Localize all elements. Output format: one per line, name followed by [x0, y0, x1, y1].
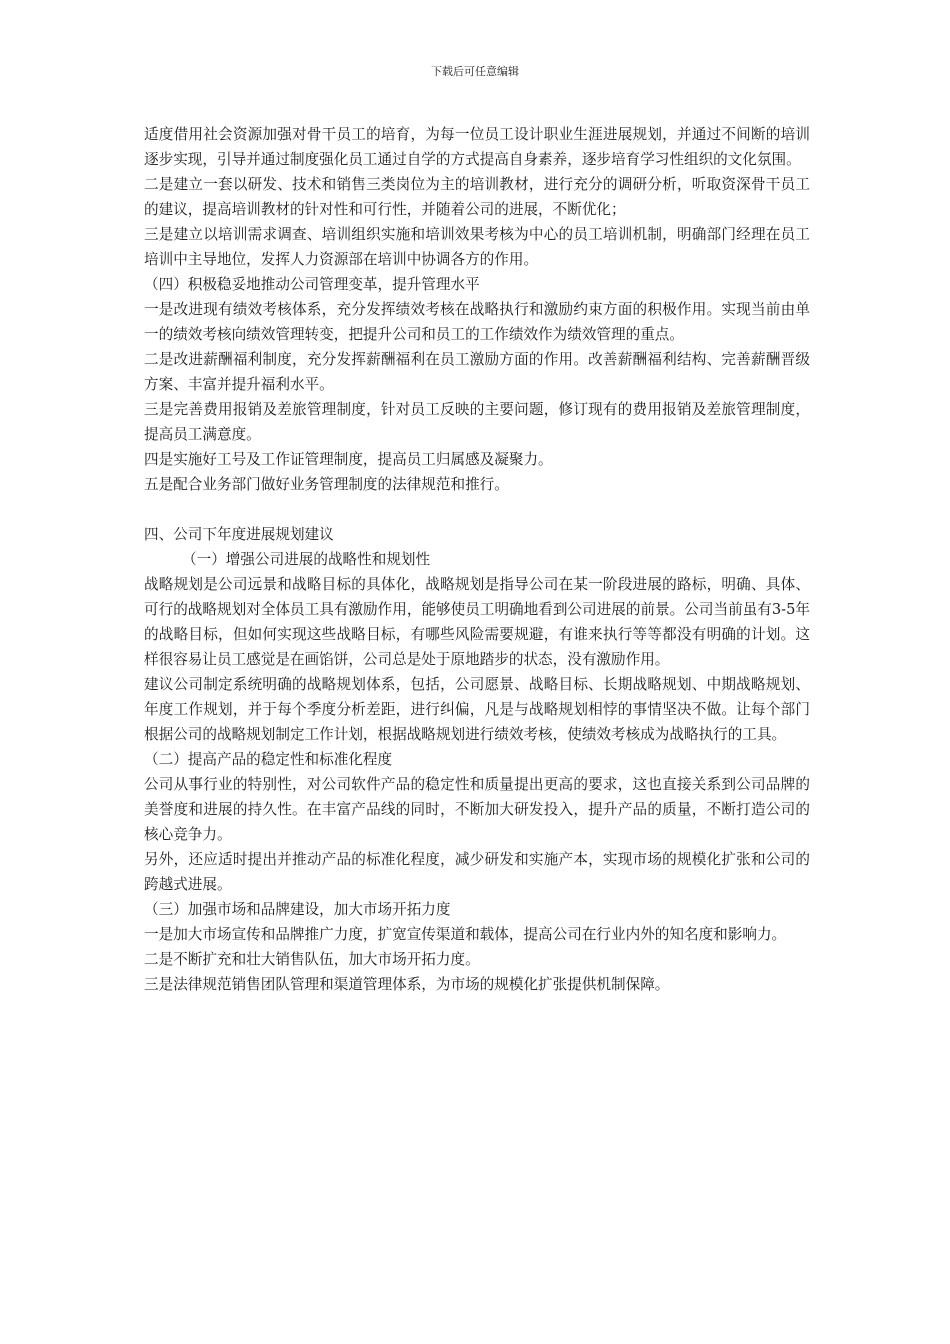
- paragraph-standardization: 另外，还应适时提出并推动产品的标准化程度，减少研发和实施产本，实现市场的规模化扩张和公司的跨越式进展。: [144, 851, 810, 893]
- section-heading-management-reform: （四）积极稳妥地推动公司管理变革，提升管理水平: [144, 276, 480, 293]
- section-heading-next-year-plan: 四、公司下年度进展规划建议: [144, 526, 334, 543]
- subsection-heading-product-quality: （二）提高产品的稳定性和标准化程度: [144, 751, 393, 768]
- paragraph-employee-id: 四是实施好工号及工作证管理制度，提高员工归属感及凝聚力。: [144, 451, 553, 468]
- paragraph-channel-management: 三是法律规范销售团队管理和渠道管理体系，为市场的规模化扩张提供机制保障。: [144, 976, 670, 993]
- paragraph-legal-norms: 五是配合业务部门做好业务管理制度的法律规范和推行。: [144, 476, 509, 493]
- paragraph-training-mechanism: 三是建立以培训需求调查、培训组织实施和培训效果考核为中心的员工培训机制，明确部门经理在员工培训中主导地位，发挥人力资源部在培训中协调各方的作用。: [144, 226, 810, 268]
- paragraph-training-materials: 二是建立一套以研发、技术和销售三类岗位为主的培训教材，进行充分的调研分析，听取资深骨干员工的建议，提高培训教材的针对性和可行性，并随着公司的进展，不断优化；: [144, 176, 810, 218]
- paragraph-training-resources: 适度借用社会资源加强对骨干员工的培育，为每一位员工设计职业生涯进展规划，并通过不间断的培训逐步实现，引导并通过制度强化员工通过自学的方式提高自身素养，逐步培育学习性组织的文化氛围。: [144, 126, 810, 168]
- subsection-heading-market-brand: （三）加强市场和品牌建设，加大市场开拓力度: [144, 901, 451, 918]
- paragraph-marketing: 一是加大市场宣传和品牌推广力度，扩宽宣传渠道和载体，提高公司在行业内外的知名度和影响力。: [144, 926, 787, 943]
- paragraph-strategic-planning: 战略规划是公司远景和战略目标的具体化，战略规划是指导公司在某一阶段进展的路标，明确、具体、可行的战略规划对全体员工具有激励作用，能够使员工明确地看到公司进展的前景。公司当前虽有3-5年的战略目标，但如何实现这些战略目标，有哪些风险需要规避，有谁来执行等等都没有明确的计划。这样很容易让员工感觉是在画馅饼，公司总是处于原地踏步的状态，没有激励作用。: [144, 576, 810, 668]
- paragraph-sales-team: 二是不断扩充和壮大销售队伍，加大市场开拓力度。: [144, 951, 480, 968]
- paragraph-performance-appraisal: 一是改进现有绩效考核体系，充分发挥绩效考核在战略执行和激励约束方面的积极作用。实现当前由单一的绩效考核向绩效管理转变，把提升公司和员工的工作绩效作为绩效管理的重点。: [144, 301, 810, 343]
- blank-line: [144, 497, 810, 522]
- document-body: [144, 122, 810, 997]
- paragraph-compensation: 二是改进薪酬福利制度，充分发挥薪酬福利在员工激励方面的作用。改善薪酬福利结构、完善薪酬晋级方案、丰富并提升福利水平。: [144, 351, 810, 393]
- paragraph-product-stability: 公司从事行业的特别性，对公司软件产品的稳定性和质量提出更高的要求，这也直接关系到公司品牌的美誉度和进展的持久性。在丰富产品线的同时，不断加大研发投入，提升产品的质量，不断打造公司的核心竞争力。: [144, 776, 810, 843]
- subsection-heading-strategy: （一）增强公司进展的战略性和规划性: [182, 551, 431, 568]
- paragraph-expense-management: 三是完善费用报销及差旅管理制度，针对员工反映的主要问题，修订现有的费用报销及差旅管理制度，提高员工满意度。: [144, 401, 810, 443]
- paragraph-strategy-system: 建议公司制定系统明确的战略规划体系，包括，公司愿景、战略目标、长期战略规划、中期战略规划、年度工作规划，并于每个季度分析差距，进行纠偏，凡是与战略规划相悖的事情坚决不做。让每个部门根据公司的战略规划制定工作计划，根据战略规划进行绩效考核，使绩效考核成为战略执行的工具。: [144, 676, 810, 743]
- page-header: 下载后可任意编辑: [431, 65, 519, 78]
